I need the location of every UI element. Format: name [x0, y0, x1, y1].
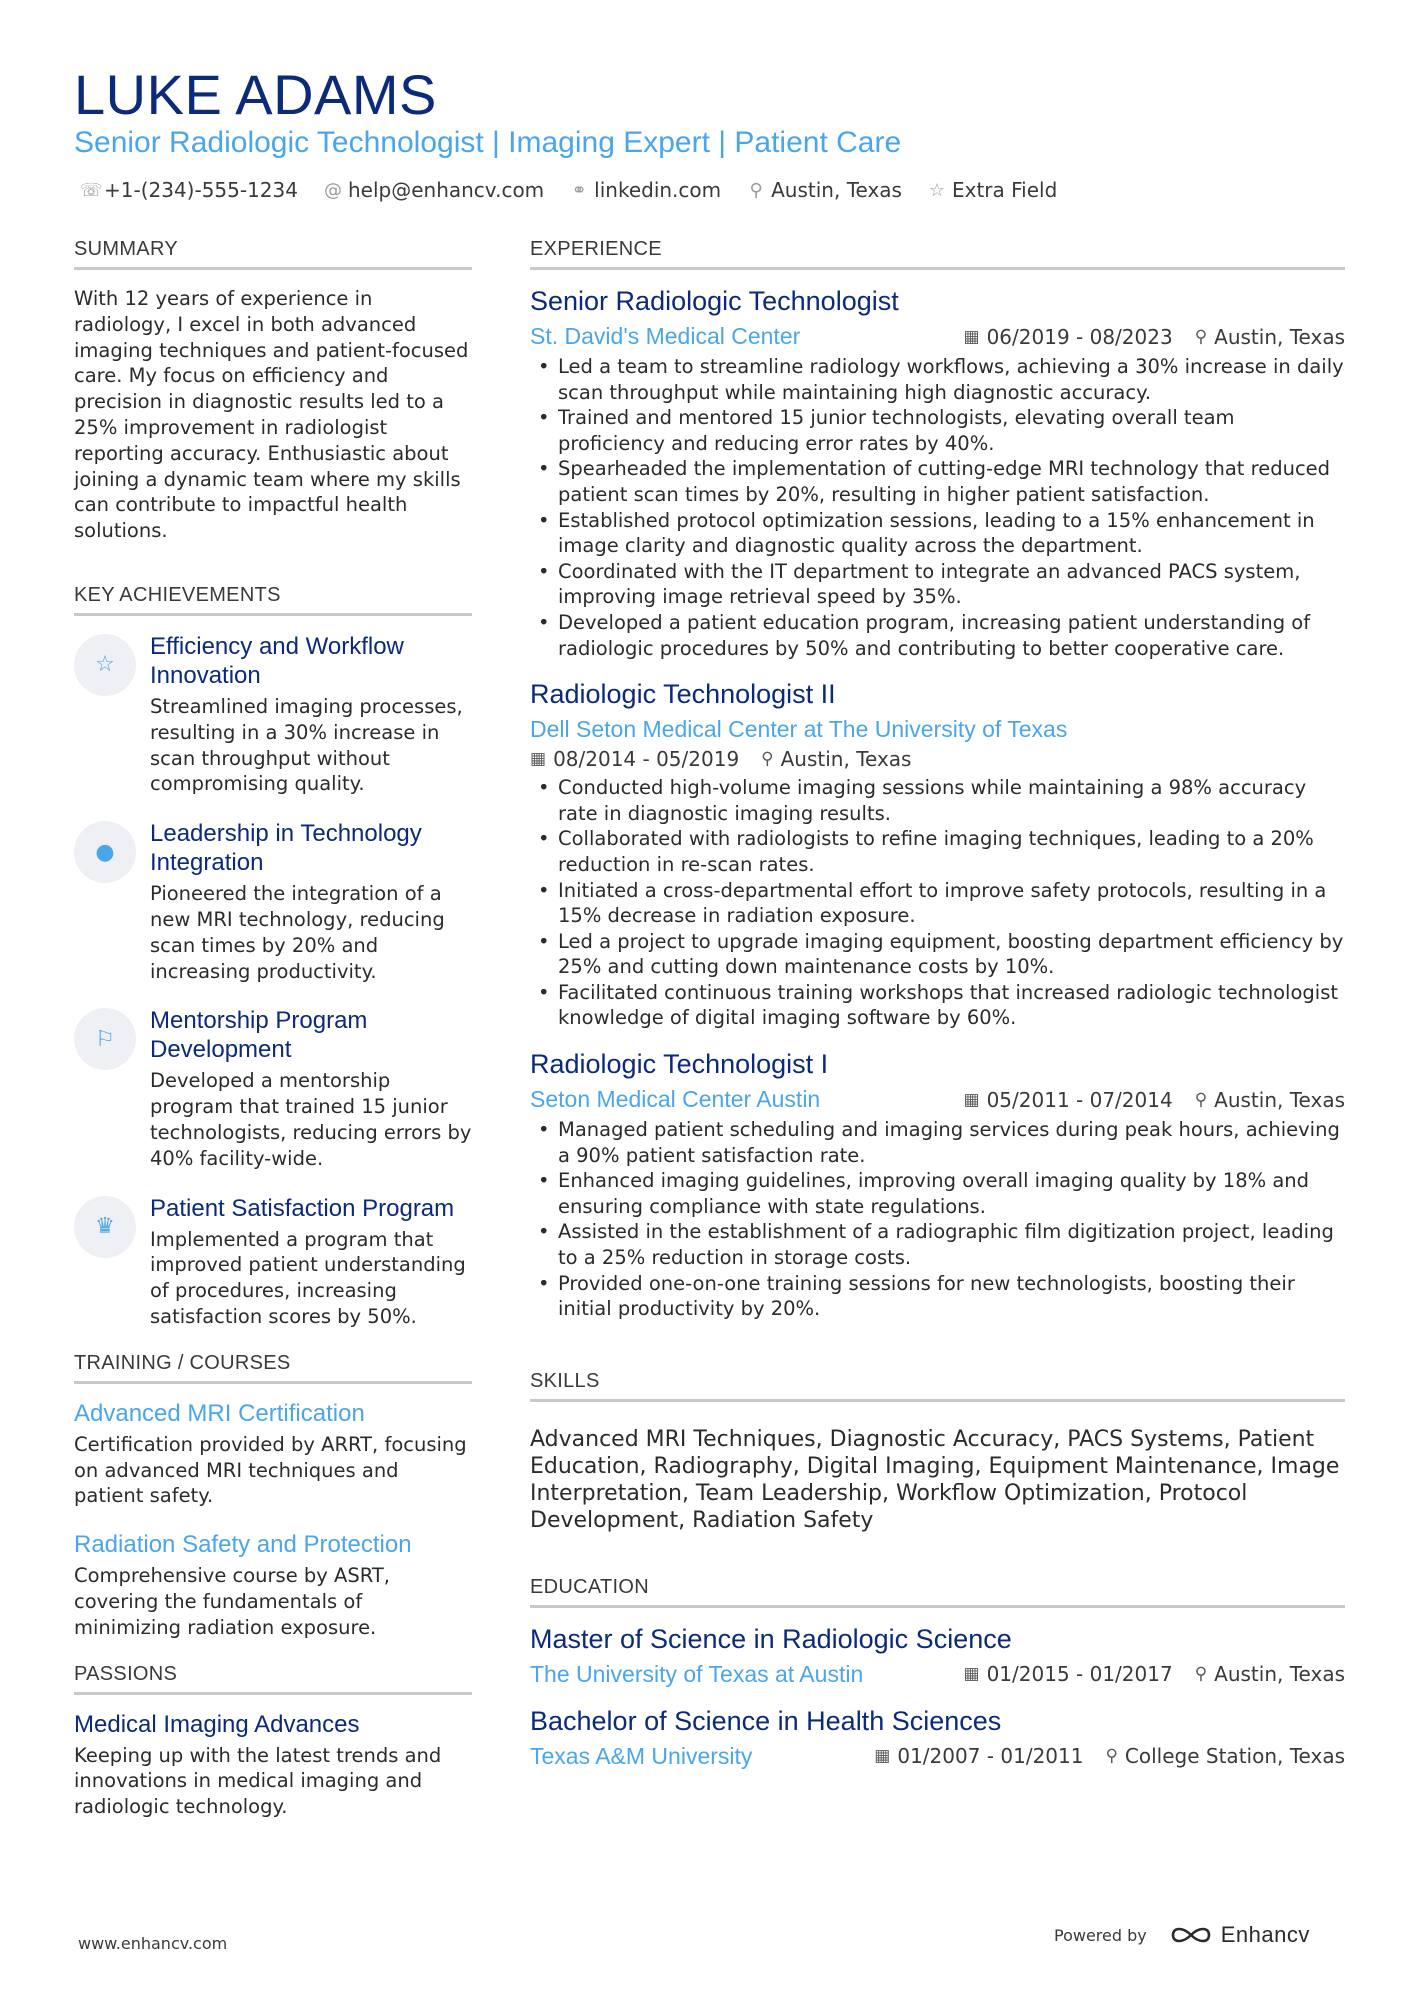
bullet-item: • Collaborated with radiologists to refine imaging techniques, leading to a 20% reduction in re-scan rates. [530, 826, 1345, 877]
course-title: Radiation Safety and Protection [74, 1531, 412, 1559]
bullet-item: • Assisted in the establishment of a radiographic film digitization project, leading to a 25% reduction in storage costs. [530, 1219, 1345, 1270]
job-bullets [530, 354, 1345, 661]
bullet-item: • Provided one-on-one training sessions for new technologists, boosting their initial productivity by 20%. [530, 1271, 1345, 1322]
achievement-text: Implemented a program that improved patient understanding of procedures, increasing satisfaction scores by 50%. [150, 1227, 466, 1328]
contact-bar [80, 178, 1057, 202]
job-location: Austin, Texas [1214, 324, 1345, 349]
bullet-item: • Trained and mentored 15 junior technologists, elevating overall team proficiency and reducing error rates by 40%. [530, 405, 1345, 456]
bullet-item: • Coordinated with the IT department to integrate an advanced PACS system, improving image retrieval speed by 35%. [530, 559, 1345, 610]
company-name: Dell Seton Medical Center at The University of Texas [530, 716, 1068, 743]
achievement-title: Mentorship Program Development [150, 1007, 368, 1064]
calendar-icon: ▦ [963, 1664, 980, 1685]
bullet-item: • Spearheaded the implementation of cutting-edge MRI technology that reduced patient scan times by 20%, resulting in higher patient satisfaction. [530, 456, 1345, 507]
location-icon: ⚲ [1105, 1746, 1118, 1767]
course-text: Comprehensive course by ASRT, covering the fundamentals of minimizing radiation exposure. [74, 1564, 390, 1639]
bullet-item: • Conducted high-volume imaging sessions while maintaining a 98% accuracy rate in diagnostic imaging results. [530, 775, 1345, 826]
location-icon: ⚲ [761, 749, 774, 770]
achievement-item [74, 632, 472, 797]
location-icon: ⚲ [1194, 326, 1208, 347]
section-title: TRAINING / COURSES [74, 1352, 472, 1384]
bullet-item: • Developed a patient education program, increasing patient understanding of radiologic procedures by 50% and contributing to better cooperative care. [530, 610, 1345, 661]
achievement-item [74, 1006, 472, 1171]
job-dates: 08/2014 - 05/2019 [553, 747, 740, 772]
bullet-item: • Enhanced imaging guidelines, improving overall imaging quality by 18% and ensuring compliance with state regulations. [530, 1168, 1345, 1219]
passions-section [74, 1663, 472, 1820]
calendar-icon: ▦ [963, 1089, 980, 1110]
candidate-name: LUKE ADAMS [74, 63, 437, 126]
school-name: The University of Texas at Austin [530, 1660, 864, 1687]
section-title: KEY ACHIEVEMENTS [74, 584, 472, 616]
bullet-item: • Led a team to streamline radiology workflows, achieving a 30% increase in daily scan throughput while maintaining high diagnostic accuracy. [530, 354, 1345, 405]
contact-text: +1-(234)-555-1234 [104, 178, 298, 202]
job-dates: 06/2019 - 08/2023 [986, 324, 1173, 349]
achievement-text: Developed a mentorship program that trained 15 junior technologists, reducing errors by 40% facility-wide. [150, 1069, 472, 1170]
calendar-icon: ▦ [963, 326, 980, 347]
section-title: EXPERIENCE [530, 238, 1345, 270]
trophy-icon: ♛ [74, 1196, 136, 1258]
bullet-item: • Managed patient scheduling and imaging services during peak hours, achieving a 90% patient satisfaction rate. [530, 1117, 1345, 1168]
bullet-item: • Established protocol optimization sessions, leading to a 15% enhancement in image clarity and diagnostic quality across the department. [530, 508, 1345, 559]
contact-text: Austin, Texas [771, 178, 902, 202]
contact-extra [928, 178, 1057, 202]
location-icon: ⚲ [1194, 1089, 1208, 1110]
left-column [74, 238, 472, 1842]
achievement-item [74, 819, 472, 984]
footer-website[interactable]: www.enhancv.com [78, 1934, 228, 1953]
edu-dates: 01/2015 - 01/2017 [986, 1662, 1173, 1687]
bullet-item: • Led a project to upgrade imaging equipment, boosting department efficiency by 25% and cutting down maintenance costs by 10%. [530, 929, 1345, 980]
contact-location [747, 178, 902, 202]
job-location: Austin, Texas [780, 747, 912, 772]
job-bullets [530, 1117, 1345, 1322]
bullet-item: • Facilitated continuous training workshops that increased radiologic technologist knowledge of digital imaging software by 60%. [530, 980, 1345, 1031]
course-title: Advanced MRI Certification [74, 1399, 365, 1427]
powered-by-label: Powered by [1054, 1925, 1147, 1945]
right-column [530, 238, 1345, 1788]
contact-text: Extra Field [951, 178, 1058, 202]
passion-title: Medical Imaging Advances [74, 1710, 360, 1738]
edu-dates: 01/2007 - 01/2011 [897, 1744, 1084, 1769]
section-title: SKILLS [530, 1370, 1345, 1402]
company-name: Seton Medical Center Austin [530, 1086, 821, 1113]
location-icon: ⚲ [1194, 1664, 1208, 1685]
achievement-title: Patient Satisfaction Program [150, 1194, 455, 1222]
at-icon: @ [323, 179, 342, 201]
brain-icon: ● [74, 821, 136, 883]
contact-email[interactable] [324, 178, 544, 202]
course-item [74, 1400, 472, 1509]
location-icon: ⚲ [749, 179, 763, 201]
calendar-icon: ▦ [530, 749, 547, 770]
job-title: Radiologic Technologist I [530, 1049, 829, 1080]
brand-name: Enhancv [1220, 1922, 1310, 1947]
infinity-logo-icon [1169, 1922, 1213, 1948]
passion-text: Keeping up with the latest trends and innovations in medical imaging and radiologic technology. [74, 1743, 442, 1819]
contact-text: linkedin.com [594, 178, 722, 202]
summary-section [74, 238, 472, 544]
contact-phone[interactable] [80, 178, 298, 202]
section-title: EDUCATION [530, 1576, 1345, 1608]
degree-title: Bachelor of Science in Health Sciences [530, 1705, 1002, 1736]
training-section [74, 1352, 472, 1641]
job-entry [530, 679, 1345, 1031]
company-name: St. David's Medical Center [530, 323, 801, 349]
job-title: Senior Radiologic Technologist [530, 286, 899, 316]
edu-location: Austin, Texas [1214, 1662, 1345, 1687]
job-dates: 05/2011 - 07/2014 [986, 1087, 1173, 1112]
course-item [74, 1531, 472, 1640]
school-name: Texas A&M University [530, 1742, 753, 1769]
contact-linkedin[interactable] [570, 178, 721, 202]
link-icon: ⚭ [571, 179, 587, 201]
achievements-section [74, 584, 472, 1330]
summary-text: With 12 years of experience in radiology, I excel in both advanced imaging techniques and patient-focused care. My focus on efficiency and precision in diagnostic results led to a 25% improvement in radiologist reporting accuracy. Enthusiastic about joining a dynamic team where my skills can contribute to impactful health solutions. [74, 287, 469, 543]
flag-icon: ⚐ [74, 1008, 136, 1070]
skills-text: Advanced MRI Techniques, Diagnostic Accuracy, PACS Systems, Patient Education, Radiography, Digital Imaging, Equipment Maintenance, Image Interpretation, Team Leadership, Workflow Optimization, Protocol Development, Radiation Safety [530, 1426, 1340, 1533]
achievement-item [74, 1194, 472, 1330]
footer-branding [1054, 1922, 1310, 1948]
education-entry [530, 1624, 1345, 1688]
job-location: Austin, Texas [1214, 1087, 1345, 1112]
bullet-item: • Initiated a cross-departmental effort to improve safety protocols, resulting in a 15% decrease in radiation exposure. [530, 878, 1345, 929]
achievement-text: Pioneered the integration of a new MRI technology, reducing scan times by 20% and increasing productivity. [150, 882, 445, 983]
course-text: Certification provided by ARRT, focusing on advanced MRI techniques and patient safety. [74, 1432, 467, 1508]
edu-location: College Station, Texas [1124, 1744, 1345, 1769]
section-title: PASSIONS [74, 1663, 472, 1695]
headline: Senior Radiologic Technologist | Imaging Expert | Patient Care [74, 126, 902, 159]
job-entry [530, 286, 1345, 661]
contact-text: help@enhancv.com [347, 178, 545, 202]
achievement-title: Leadership in Technology Integration [150, 820, 422, 877]
section-title: SUMMARY [74, 238, 472, 270]
job-title: Radiologic Technologist II [530, 679, 836, 710]
achievement-title: Efficiency and Workflow Innovation [150, 632, 404, 689]
job-bullets [530, 775, 1345, 1031]
brand-logo[interactable] [1169, 1922, 1310, 1948]
job-entry [530, 1049, 1345, 1322]
calendar-icon: ▦ [874, 1746, 891, 1767]
star-icon: ☆ [928, 179, 946, 201]
star-icon: ☆ [74, 634, 136, 696]
degree-title: Master of Science in Radiologic Science [530, 1623, 1012, 1654]
phone-icon: ☏ [80, 179, 103, 201]
education-entry [530, 1706, 1345, 1770]
achievement-text: Streamlined imaging processes, resulting in a 30% increase in scan throughput without compromising quality. [150, 694, 463, 796]
